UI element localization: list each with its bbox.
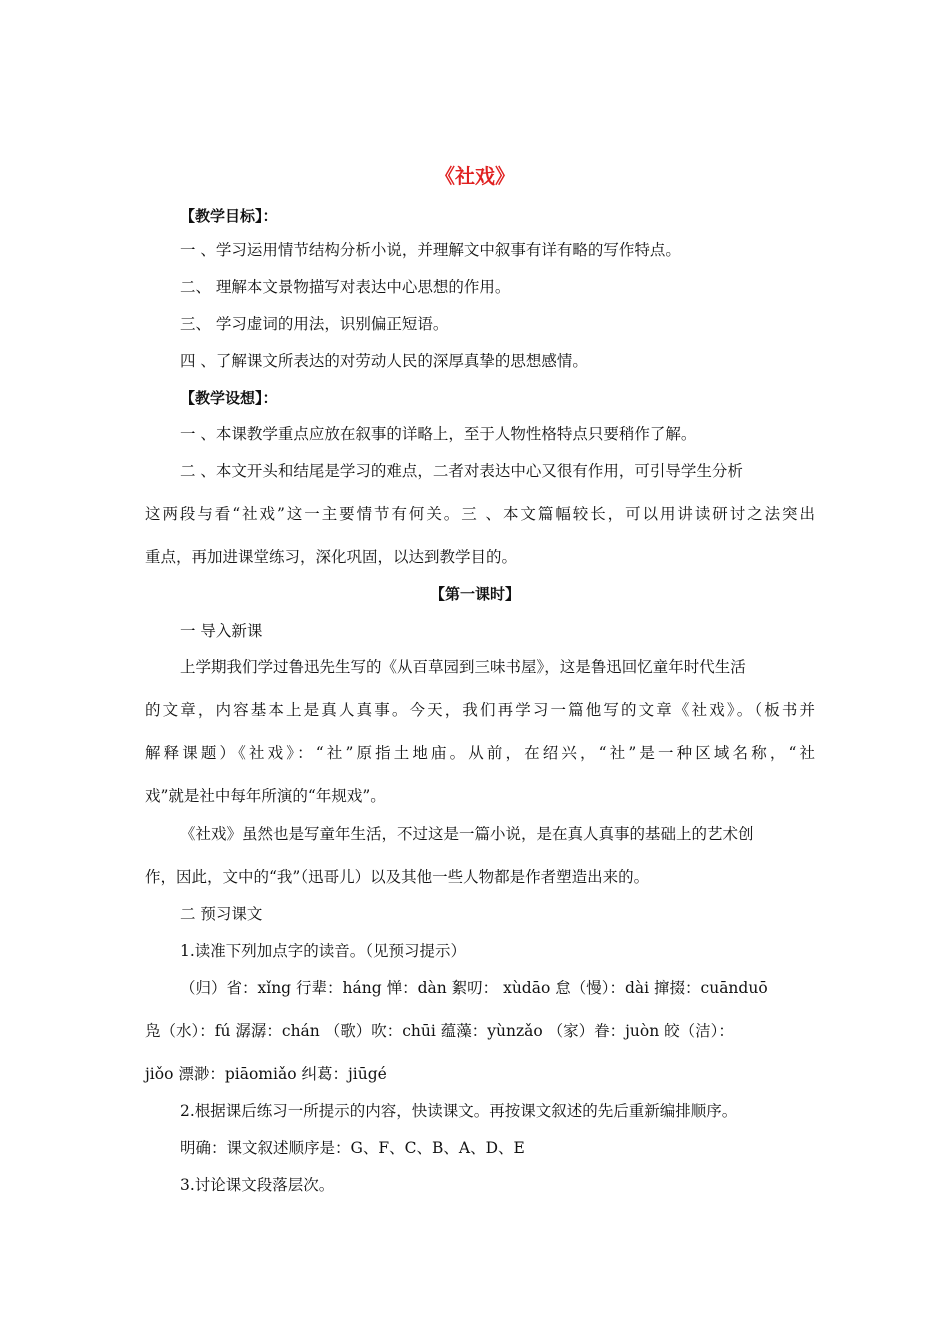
section-1-paragraph-2-line-1: 《社戏》虽然也是写童年生活，不过这是一篇小说，是在真人真事的基础上的艺术创 (180, 825, 754, 843)
idea-paragraph-2-line-1: 二 、本文开头和结尾是学习的难点，二者对表达中心又很有作用，可引导学生分析 (180, 462, 743, 480)
answer-line: 明确：课文叙述顺序是：G、F、C、B、A、D、E (180, 1139, 525, 1157)
goal-item-4: 四 、了解课文所表达的对劳动人民的深厚真挚的思想感情。 (180, 352, 588, 370)
section-1-paragraph-2-line-2: 作，因此，文中的“我”（迅哥儿）以及其他一些人物都是作者塑造出来的。 (145, 868, 650, 886)
ideas-heading: 【教学设想】： (180, 389, 278, 407)
section-1-heading: 一 导入新课 (180, 622, 263, 640)
goal-item-2: 二、 理解本文景物描写对表达中心思想的作用。 (180, 278, 511, 296)
idea-paragraph-2-line-3: 重点，再加进课堂练习，深化巩固，以达到教学目的。 (145, 548, 518, 566)
pronunciation-line-3: jiǒo 漂渺：piāomiǎo 纠葛：jiūgé (145, 1065, 387, 1083)
question-2: 2.根据课后练习一所提示的内容，快读课文。再按课文叙述的先后重新编排顺序。 (180, 1102, 738, 1120)
pronunciation-line-1: （归）省：xǐng 行辈：háng 惮：dàn 絮叨： xùdāo 怠（慢）：dài 撺掇：cuānduō (180, 979, 768, 997)
section-1-paragraph-1-line-1: 上学期我们学过鲁迅先生写的《从百草园到三味书屋》，这是鲁迅回忆童年时代生活 (180, 658, 746, 676)
pronunciation-line-2: 凫（水）：fú 潺潺：chán （歌）吹：chūi 蕴藻：yùnzǎo （家）眷：juòn 皎（洁）： (145, 1022, 734, 1040)
section-2-heading: 二 预习课文 (180, 905, 263, 923)
idea-paragraph-2-line-2: 这两段与看“社戏”这一主要情节有何关。三 、本文篇幅较长，可以用讲读研讨之法突出 (145, 505, 815, 523)
section-1-paragraph-1-line-4: 戏”就是社中每年所演的“年规戏”。 (145, 787, 386, 805)
goals-heading: 【教学目标】： (180, 207, 278, 225)
question-3: 3.讨论课文段落层次。 (180, 1176, 335, 1194)
lesson-heading: 【第一课时】 (429, 585, 520, 603)
document-title: 《社戏》 (435, 164, 515, 188)
idea-paragraph-1: 一 、本课教学重点应放在叙事的详略上，至于人物性格特点只要稍作了解。 (180, 425, 697, 443)
section-1-paragraph-1-line-3: 解释课题）《社戏》：“社”原指土地庙。从前，在绍兴，“社”是一种区域名称，“社 (145, 744, 815, 762)
question-1: 1.读准下列加点字的读音。（见预习提示） (180, 942, 467, 960)
goal-item-3: 三、 学习虚词的用法，识别偏正短语。 (180, 315, 449, 333)
goal-item-1: 一 、学习运用情节结构分析小说，并理解文中叙事有详有略的写作特点。 (180, 241, 681, 259)
section-1-paragraph-1-line-2: 的文章，内容基本上是真人真事。今天，我们再学习一篇他写的文章《社戏》。（板书并 (145, 701, 815, 719)
